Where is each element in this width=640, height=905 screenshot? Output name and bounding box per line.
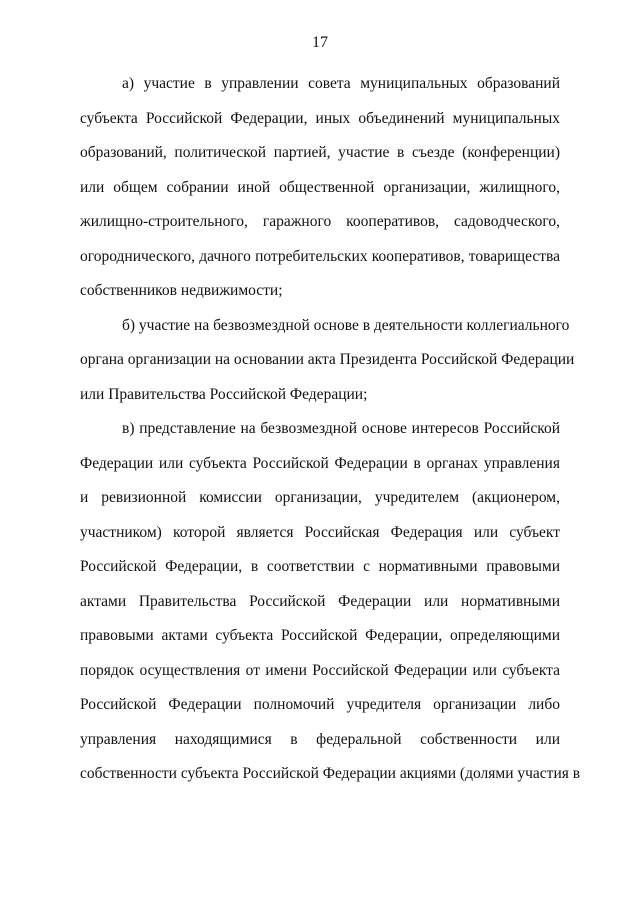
- text-line: управления находящимися в федеральной собственности или: [80, 730, 560, 748]
- document-body: [80, 67, 581, 792]
- text-line: собственников недвижимости;: [80, 282, 283, 299]
- paragraph-a: [80, 67, 560, 309]
- text-line: порядок осуществления от имени Российской Федерации или субъекта: [80, 661, 560, 679]
- text-line: Российской Федерации, в соответствии с нормативными правовыми: [80, 558, 560, 575]
- text-line: субъекта Российской Федерации, иных объединений муниципальных: [80, 109, 560, 127]
- text-line: актами Правительства Российской Федерации или нормативными: [80, 592, 560, 610]
- text-line: жилищно-строительного, гаражного кооперативов, садоводческого,: [80, 213, 560, 230]
- text-line: и ревизионной комиссии организации, учредителем (акционером,: [80, 489, 560, 506]
- paragraph-v: [80, 412, 581, 792]
- text-line: или Правительства Российской Федерации;: [80, 385, 368, 403]
- text-line: образований, политической партией, участие в съезде (конференции): [80, 144, 560, 161]
- text-line: или общем собрании иной общественной организации, жилищного,: [80, 178, 560, 196]
- text-line: правовыми актами субъекта Российской Федерации, определяющими: [80, 627, 560, 644]
- text-line: огороднического, дачного потребительских кооперативов, товарищества: [80, 247, 560, 265]
- page-number: 17: [312, 34, 328, 51]
- text-line: органа организации на основании акта Президента Российской Федерации: [80, 351, 575, 368]
- text-line: в) представление на безвозмездной основе интересов Российской: [122, 420, 560, 437]
- text-line: участником) которой является Российская Федерация или субъект: [80, 523, 560, 541]
- paragraph-b: [80, 309, 575, 413]
- text-line: Российской Федерации полномочий учредителя организации либо: [80, 696, 560, 713]
- text-line: Федерации или субъекта Российской Федерации в органах управления: [80, 454, 560, 472]
- text-line: а) участие в управлении совета муниципальных образований: [122, 75, 560, 92]
- text-line: собственности субъекта Российской Федерации акциями (долями участия в: [80, 765, 581, 782]
- text-line: б) участие на безвозмездной основе в деятельности коллегиального: [122, 316, 570, 334]
